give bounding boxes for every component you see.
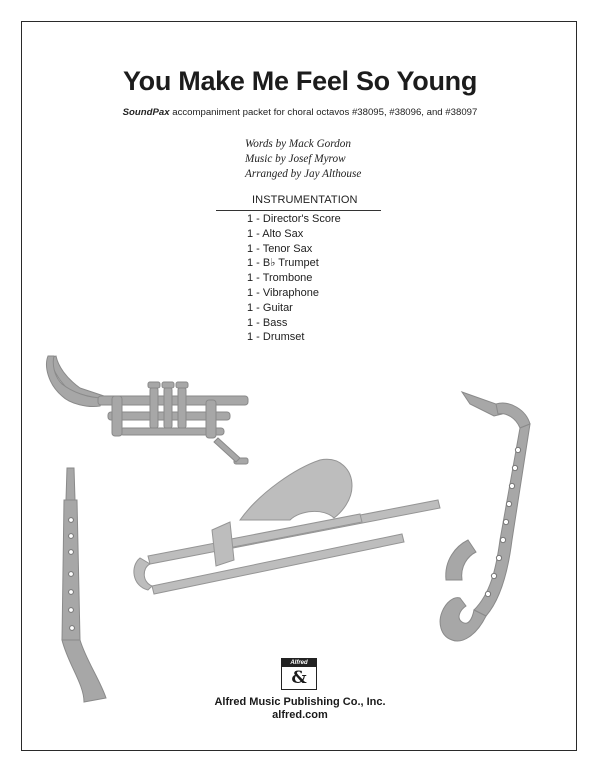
list-item: 1 - Director's Score <box>247 213 341 225</box>
song-title: You Make Me Feel So Young <box>122 66 478 96</box>
logo-wordmark: Alfred <box>282 659 316 667</box>
tenor-saxophone-illustration <box>440 392 530 641</box>
list-item: 1 - B♭ Trumpet <box>247 257 319 270</box>
list-item: 1 - Vibraphone <box>247 286 319 299</box>
list-item: 1 - Alto Sax <box>247 227 304 240</box>
arranger-credit: Arranged by Jay Althouse <box>245 168 362 180</box>
list-item: 1 - Tenor Sax <box>247 242 313 255</box>
list-item: 1 - Drumset <box>247 331 305 344</box>
list-item: 1 - Guitar <box>247 301 293 314</box>
subtitle-text: accompaniment packet for choral octavos #38095, #38096, and #38097 <box>169 107 478 118</box>
soundpax-brand: SoundPax <box>122 107 170 118</box>
list-item: 1 - Bass <box>247 316 288 329</box>
instrumentation-heading: INSTRUMENTATION <box>252 194 358 206</box>
words-credit: Words by Mack Gordon <box>245 138 351 150</box>
logo-ampersand-icon: & <box>291 668 307 688</box>
trombone-illustration <box>134 459 440 594</box>
list-item: 1 - Trombone <box>247 272 313 285</box>
trumpet-illustration <box>47 356 248 464</box>
publisher-website: alfred.com <box>272 709 328 721</box>
clarinet-illustration <box>62 468 106 702</box>
music-credit: Music by Josef Myrow <box>245 153 346 165</box>
publisher-name: Alfred Music Publishing Co., Inc. <box>214 696 386 708</box>
publisher-block <box>0 696 600 722</box>
alfred-logo <box>281 658 317 690</box>
